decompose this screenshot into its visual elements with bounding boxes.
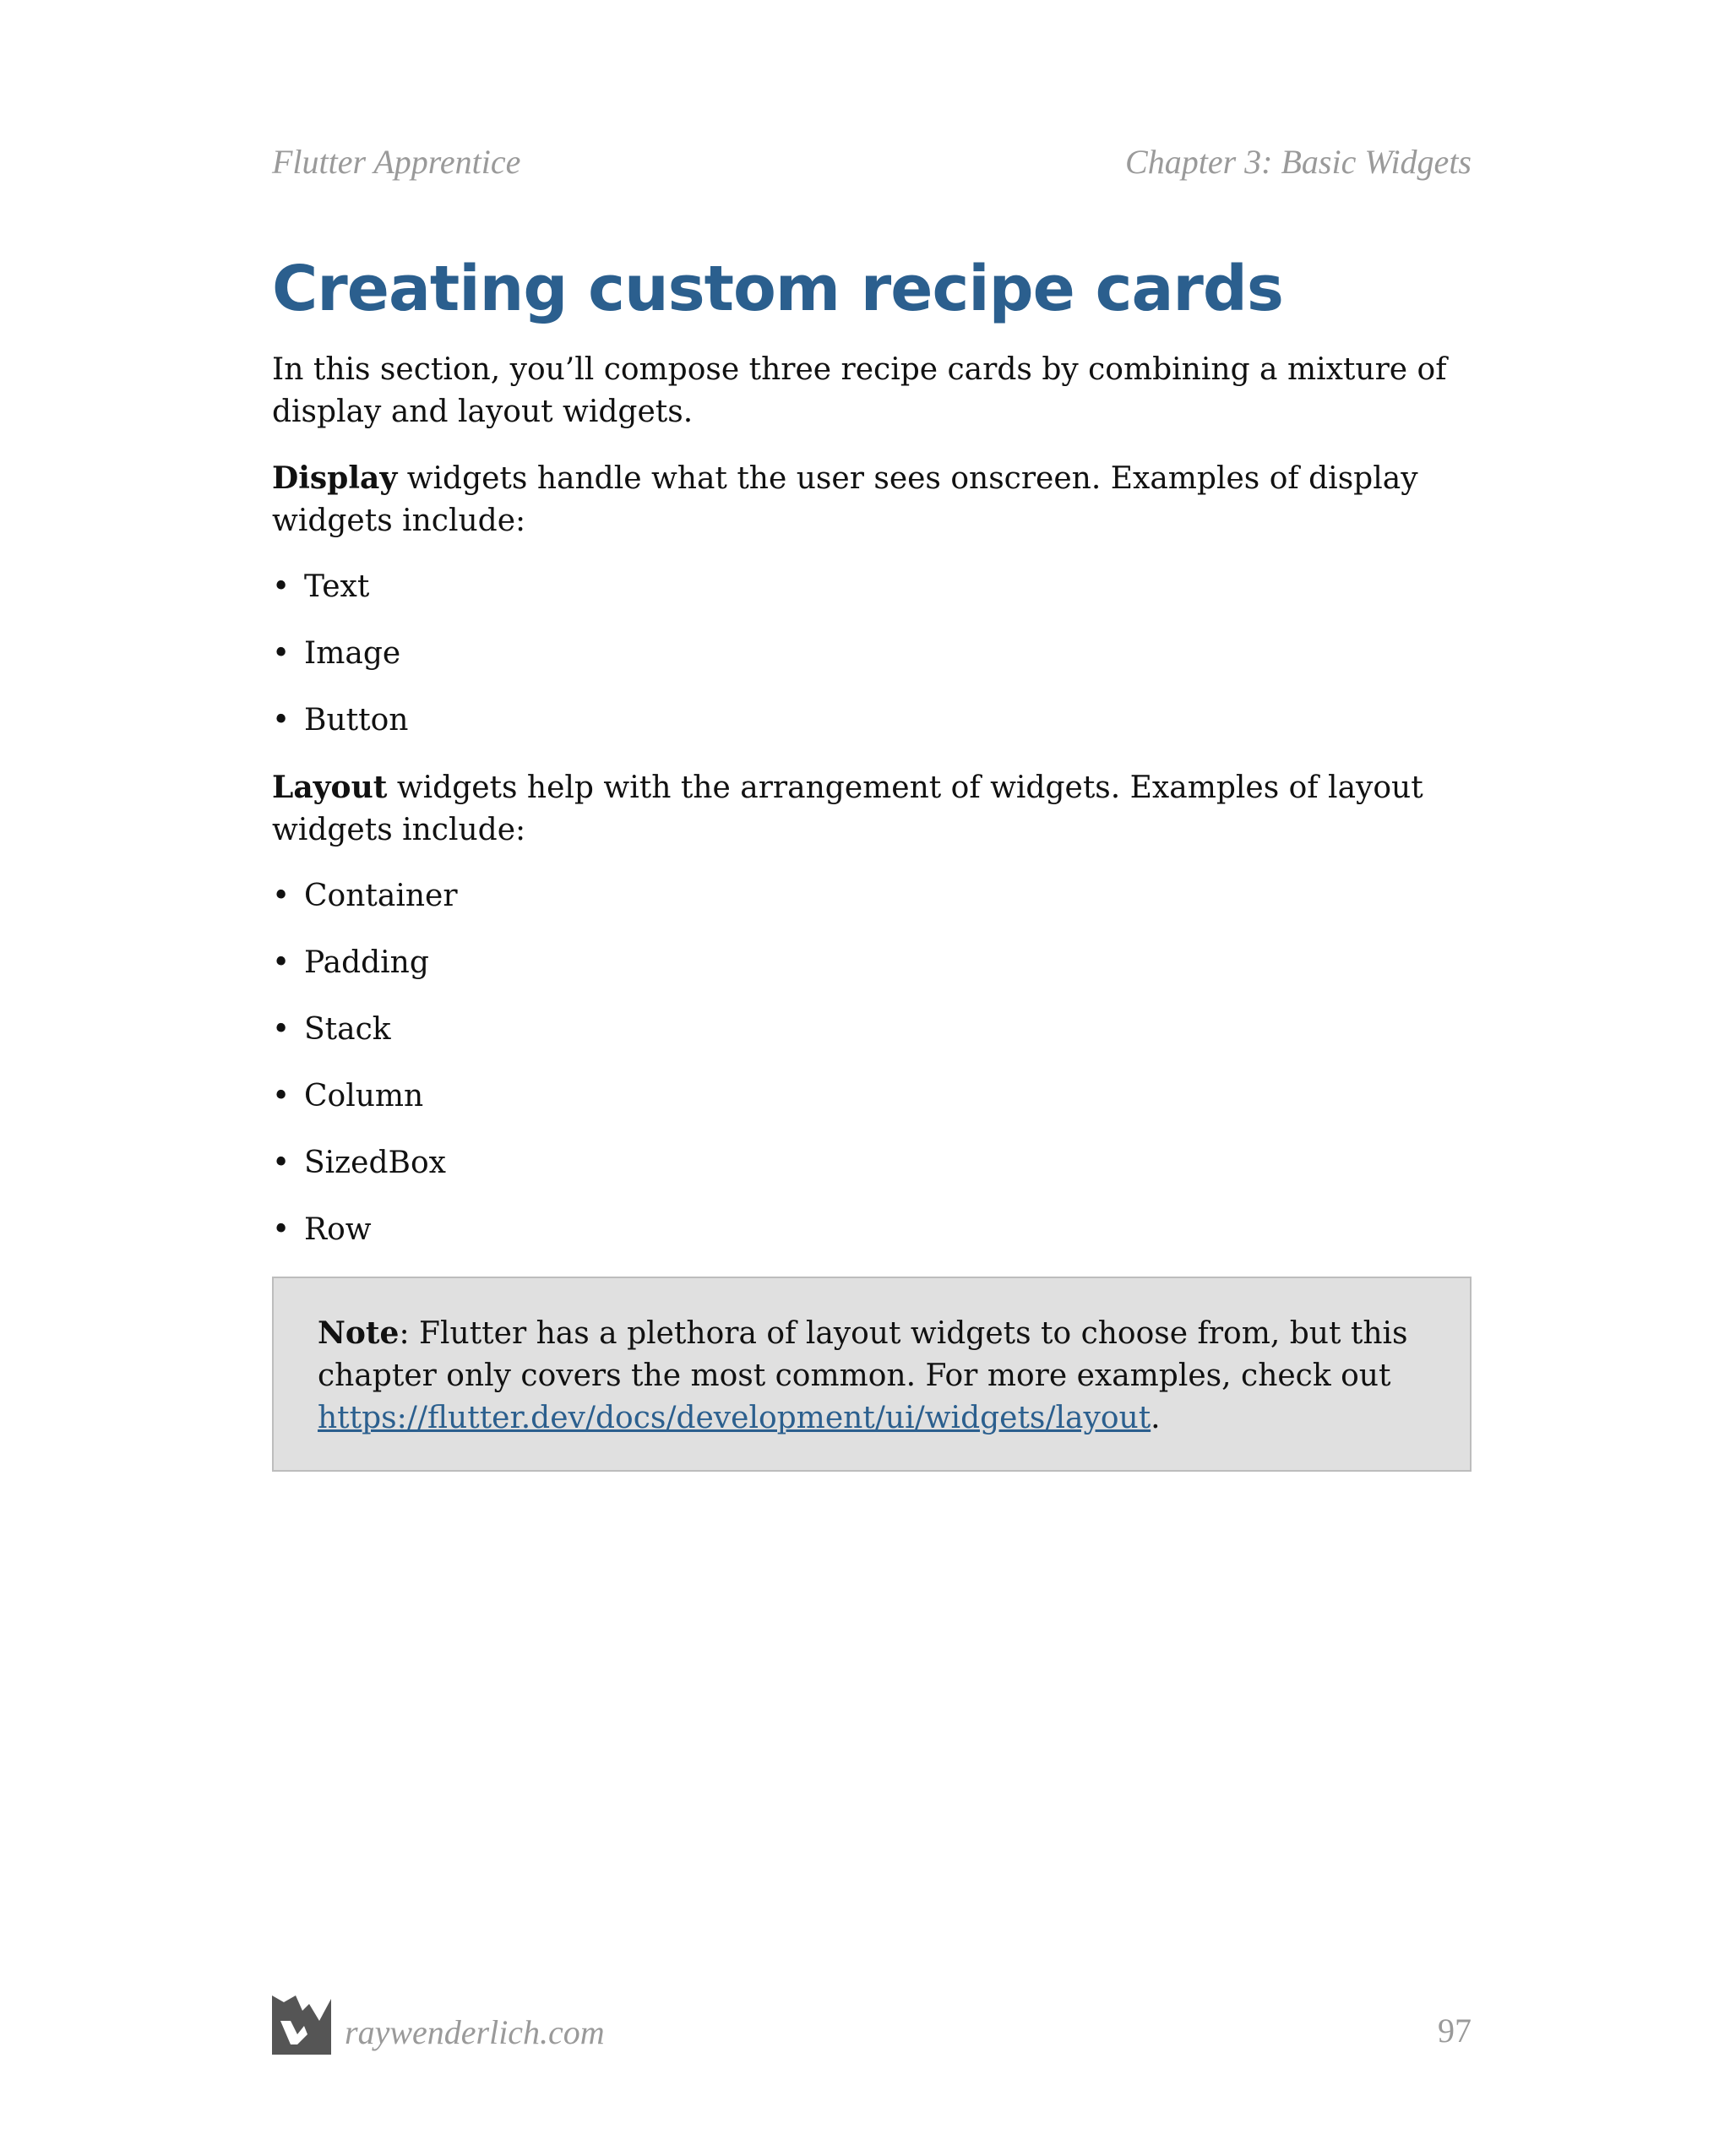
bullet-icon: • [272, 1012, 291, 1048]
display-term: Display [272, 460, 398, 497]
footer-site: raywenderlich.com [345, 2013, 605, 2051]
layout-widgets-list [272, 875, 1472, 1251]
note-end: . [1151, 1401, 1161, 1436]
bullet-icon: • [272, 945, 291, 981]
note-text: : Flutter has a plethora of layout widgets to choose from, but this chapter only covers the most common. For more examples, check out [318, 1316, 1408, 1394]
note-label: Note [318, 1315, 400, 1352]
list-item: • Padding [272, 942, 1472, 984]
book-title: Flutter Apprentice [272, 143, 521, 181]
list-item: • Text [272, 566, 1472, 608]
section-title: Creating custom recipe cards [272, 253, 1283, 325]
running-header [272, 142, 1472, 182]
layout-docs-link[interactable]: https://flutter.dev/docs/development/ui/widgets/layout [318, 1401, 1151, 1436]
layout-term: Layout [272, 770, 388, 806]
list-item: • Column [272, 1075, 1472, 1118]
layout-text: widgets help with the arrangement of widgets. Examples of layout widgets include: [272, 770, 1423, 848]
list-item: • SizedBox [272, 1142, 1472, 1184]
list-item: • Image [272, 633, 1472, 675]
list-item: • Button [272, 700, 1472, 742]
layout-paragraph [272, 766, 1472, 852]
bullet-icon: • [272, 1079, 291, 1114]
display-widgets-list [272, 566, 1472, 742]
bullet-icon: • [272, 569, 291, 605]
raywenderlich-logo-icon [272, 1995, 331, 2055]
display-text: widgets handle what the user sees onscreen. Examples of display widgets include: [272, 461, 1418, 539]
footer-brand[interactable] [272, 1995, 605, 2055]
note-box [272, 1277, 1472, 1472]
list-item: • Row [272, 1209, 1472, 1251]
bullet-icon: • [272, 1212, 291, 1248]
intro-paragraph: In this section, you’ll compose three recipe cards by combining a mixture of display and layout widgets. [272, 352, 1447, 430]
display-paragraph [272, 457, 1472, 542]
page-number: 97 [1438, 2012, 1472, 2050]
bullet-icon: • [272, 703, 291, 738]
bullet-icon: • [272, 879, 291, 914]
list-item: • Stack [272, 1009, 1472, 1051]
chapter-title: Chapter 3: Basic Widgets [1125, 143, 1472, 181]
note-paragraph [318, 1312, 1426, 1440]
bullet-icon: • [272, 1146, 291, 1181]
list-item: • Container [272, 875, 1472, 917]
main-content [272, 253, 1472, 1472]
bullet-icon: • [272, 636, 291, 672]
